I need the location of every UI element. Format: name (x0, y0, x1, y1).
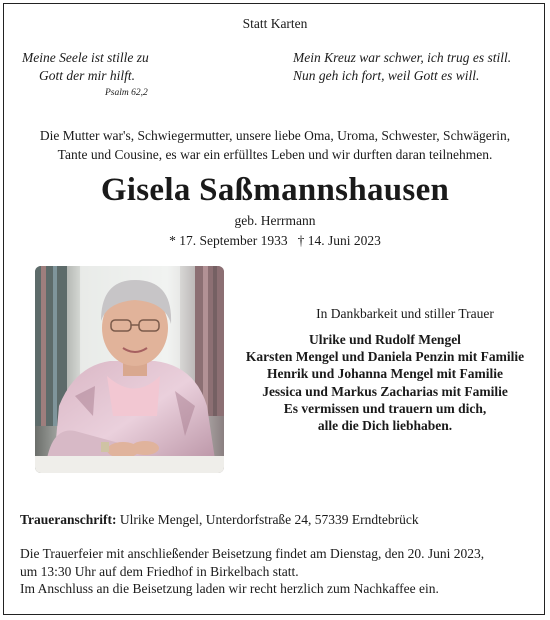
quote-right-line2: Nun geh ich fort, weil Gott es will. (293, 68, 480, 83)
birth-date: * 17. September 1933 (169, 233, 288, 248)
maiden-name: geb. Herrmann (234, 213, 316, 228)
intro-line2: Tante und Cousine, es war ein erfülltes Leben und wir durften daran teilnehmen. (57, 147, 493, 162)
death-date: † 14. Juni 2023 (297, 233, 381, 248)
intro-text (0, 126, 550, 164)
portrait-photo (35, 266, 224, 473)
service-line2: um 13:30 Uhr auf dem Friedhof in Birkelbach statt. (20, 563, 299, 579)
address-label: Traueranschrift: (20, 512, 117, 527)
quote-left (22, 49, 262, 85)
service-info (20, 545, 484, 598)
mourner-line: Henrik und Johanna Mengel mit Familie (267, 366, 503, 382)
mourner-line: alle die Dich liebhaben. (317, 418, 453, 434)
mourner-line: Es vermissen und trauern um dich, (283, 400, 487, 416)
service-line1: Die Trauerfeier mit anschließender Beisetzung findet am Dienstag, den 20. Juni 2023, (20, 546, 485, 561)
quote-left-line1: Meine Seele ist stille zu (22, 50, 149, 65)
quote-right-line1: Mein Kreuz war schwer, ich trug es still. (293, 50, 512, 65)
quote-right (293, 49, 543, 85)
mourners-list (235, 331, 535, 434)
thanks-line: In Dankbarkeit und stiller Trauer (316, 306, 494, 321)
mourning-address (20, 512, 419, 528)
header-text: Statt Karten (242, 16, 308, 31)
address-value: Ulrike Mengel, Unterdorfstraße 24, 57339 Erndtebrück (119, 512, 419, 527)
life-dates (0, 233, 550, 249)
intro-line1: Die Mutter war's, Schwiegermutter, unsere liebe Oma, Uroma, Schwester, Schwägerin, (39, 128, 511, 143)
quote-left-line2: Gott der mir hilft. (39, 68, 136, 83)
deceased-name: Gisela Saßmannshausen (100, 172, 450, 208)
mourner-line: Ulrike und Rudolf Mengel (309, 332, 461, 347)
mourner-line: Karsten Mengel und Daniela Penzin mit Familie (245, 349, 525, 365)
service-line3: Im Anschluss an die Beisetzung laden wir recht herzlich zum Nachkaffee ein. (20, 581, 439, 596)
mourner-line: Jessica und Markus Zacharias mit Familie (262, 383, 508, 399)
quote-reference: Psalm 62,2 (105, 88, 148, 98)
